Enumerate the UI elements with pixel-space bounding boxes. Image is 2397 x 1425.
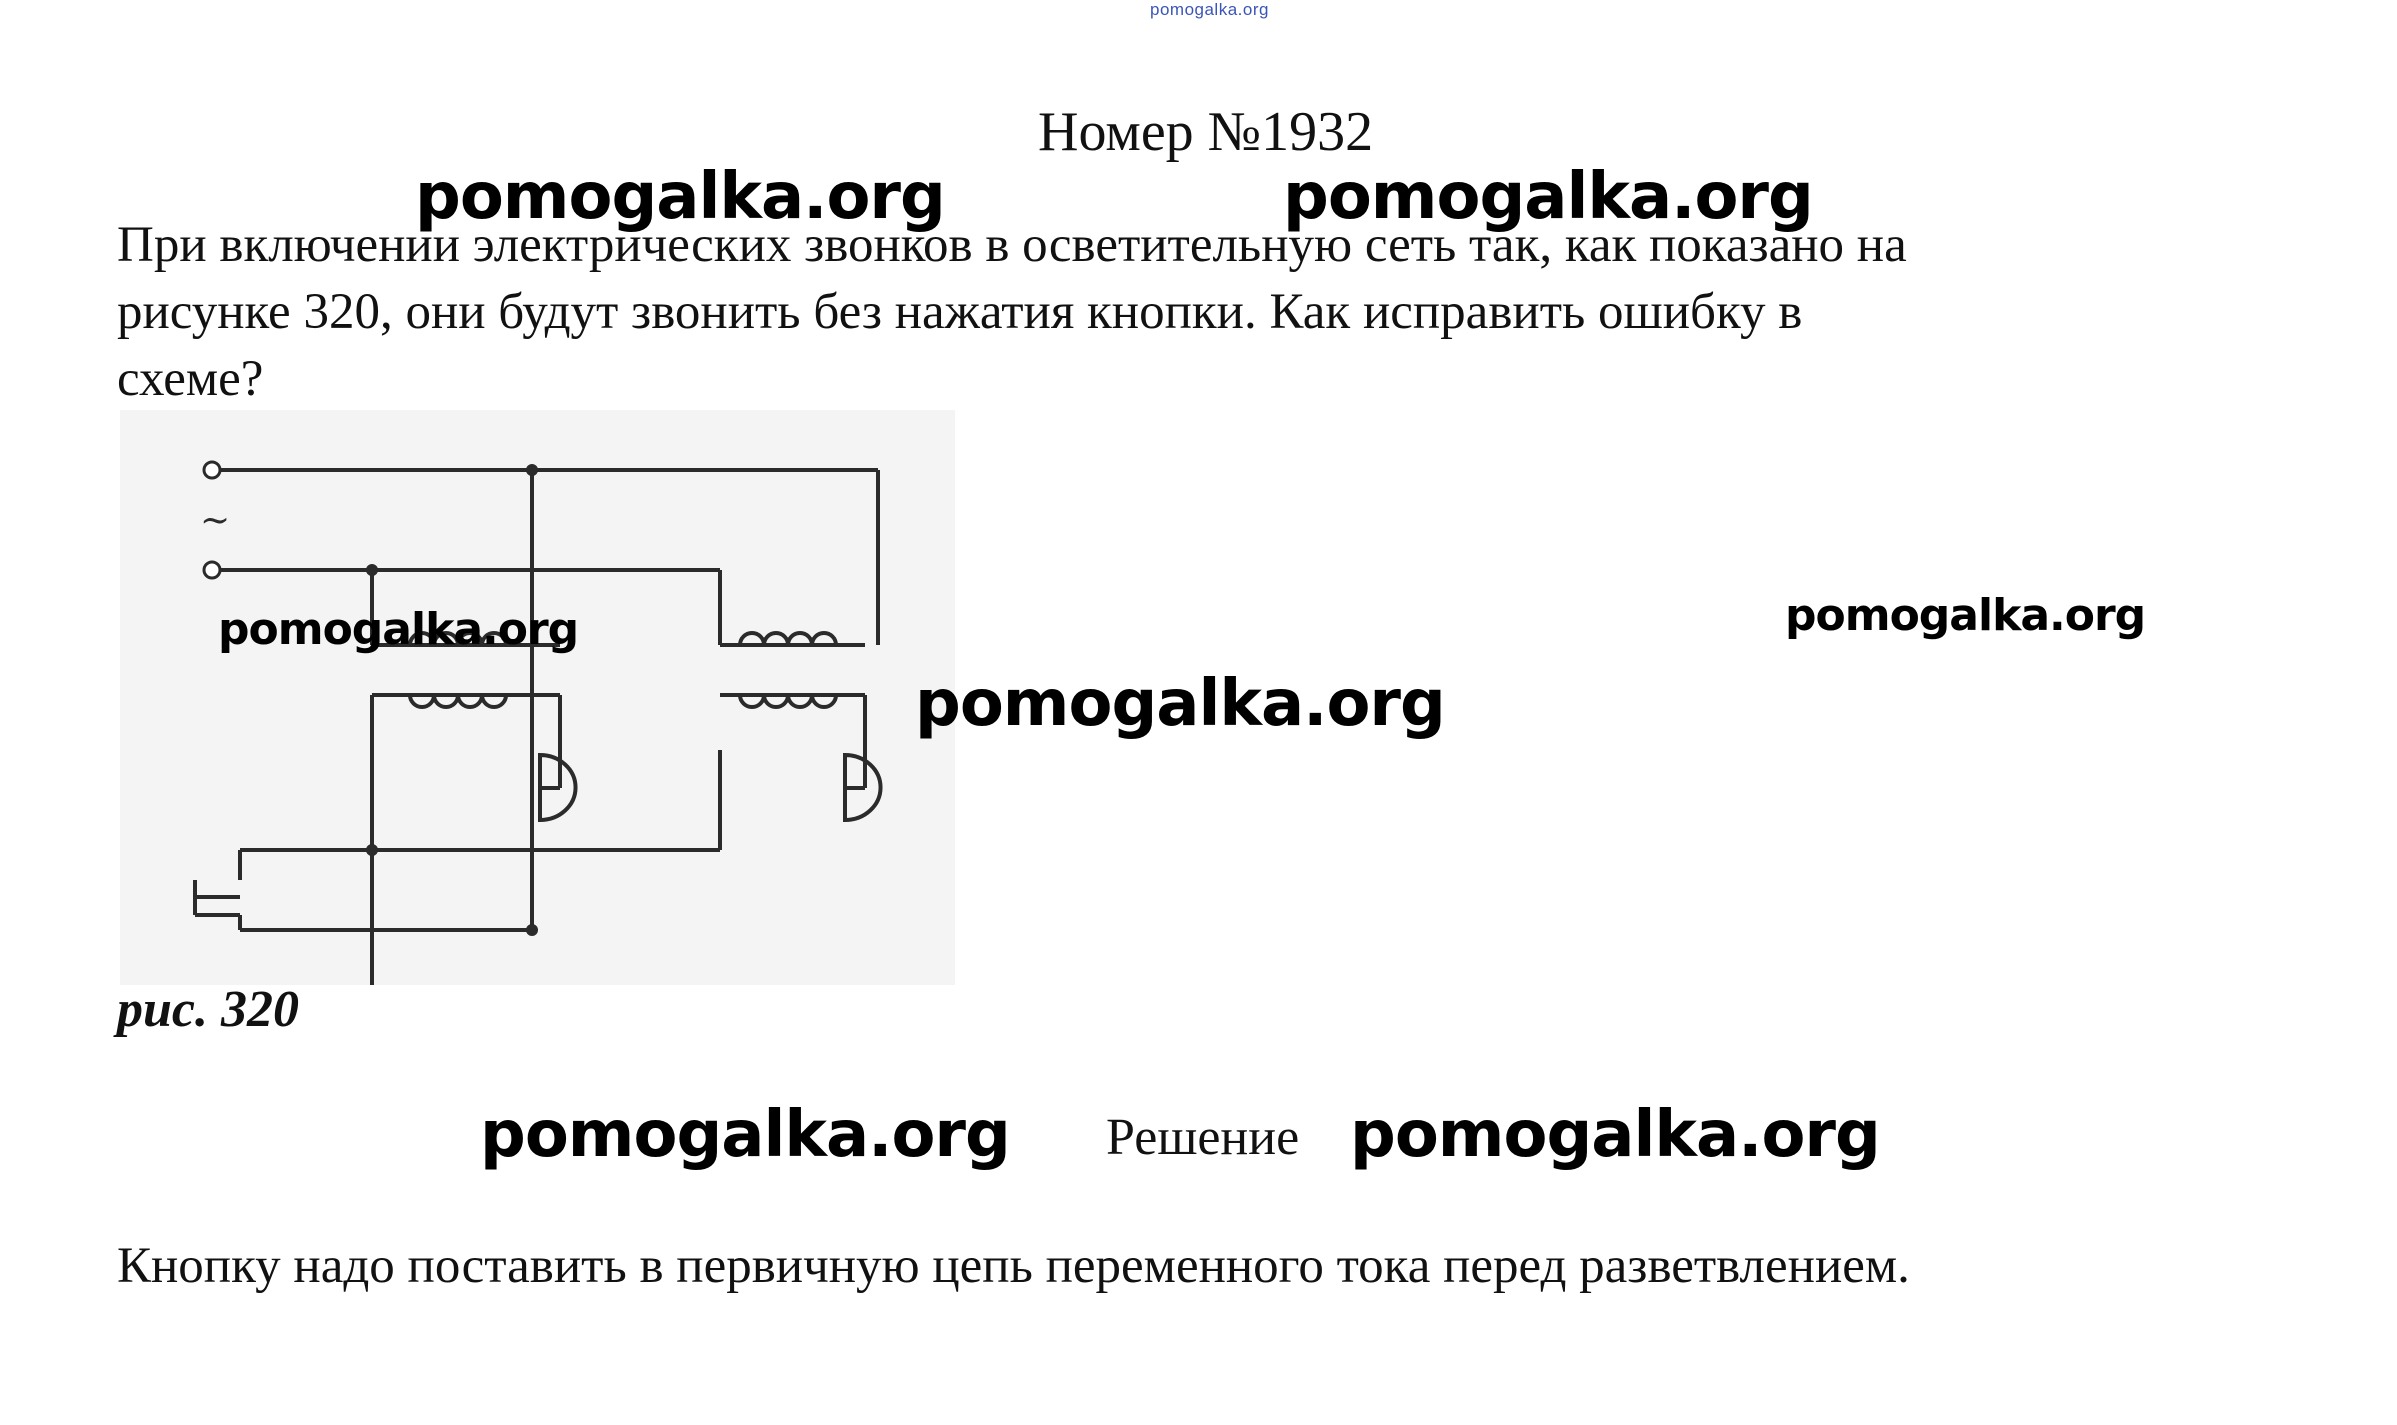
problem-text [117,212,2317,413]
problem-line: При включении электрических звонков в осветительную сеть так, как показано на [117,217,1907,273]
watermark: pomogalka.org [1283,160,1813,234]
watermark: pomogalka.org [1785,590,2146,641]
watermark: pomogalka.org [1350,1098,1880,1172]
figure-background [120,410,955,985]
site-header-link[interactable]: pomogalka.org [1150,0,1269,19]
watermark: pomogalka.org [915,667,1445,741]
figure-caption: рис. 320 [117,981,299,1038]
watermark: pomogalka.org [218,604,579,655]
problem-line: схеме? [117,351,264,407]
problem-line: рисунке 320, они будут звонить без нажатия кнопки. Как исправить ошибку в [117,284,1803,340]
circuit-diagram [120,410,955,985]
watermark: pomogalka.org [415,160,945,234]
ac-symbol: ~ [200,500,231,541]
page-title: Номер №1932 [1038,101,1374,163]
watermark: pomogalka.org [480,1098,1010,1172]
answer-text: Кнопку надо поставить в первичную цепь переменного тока перед разветвлением. [117,1238,1910,1294]
solution-heading: Решение [1106,1109,1300,1166]
